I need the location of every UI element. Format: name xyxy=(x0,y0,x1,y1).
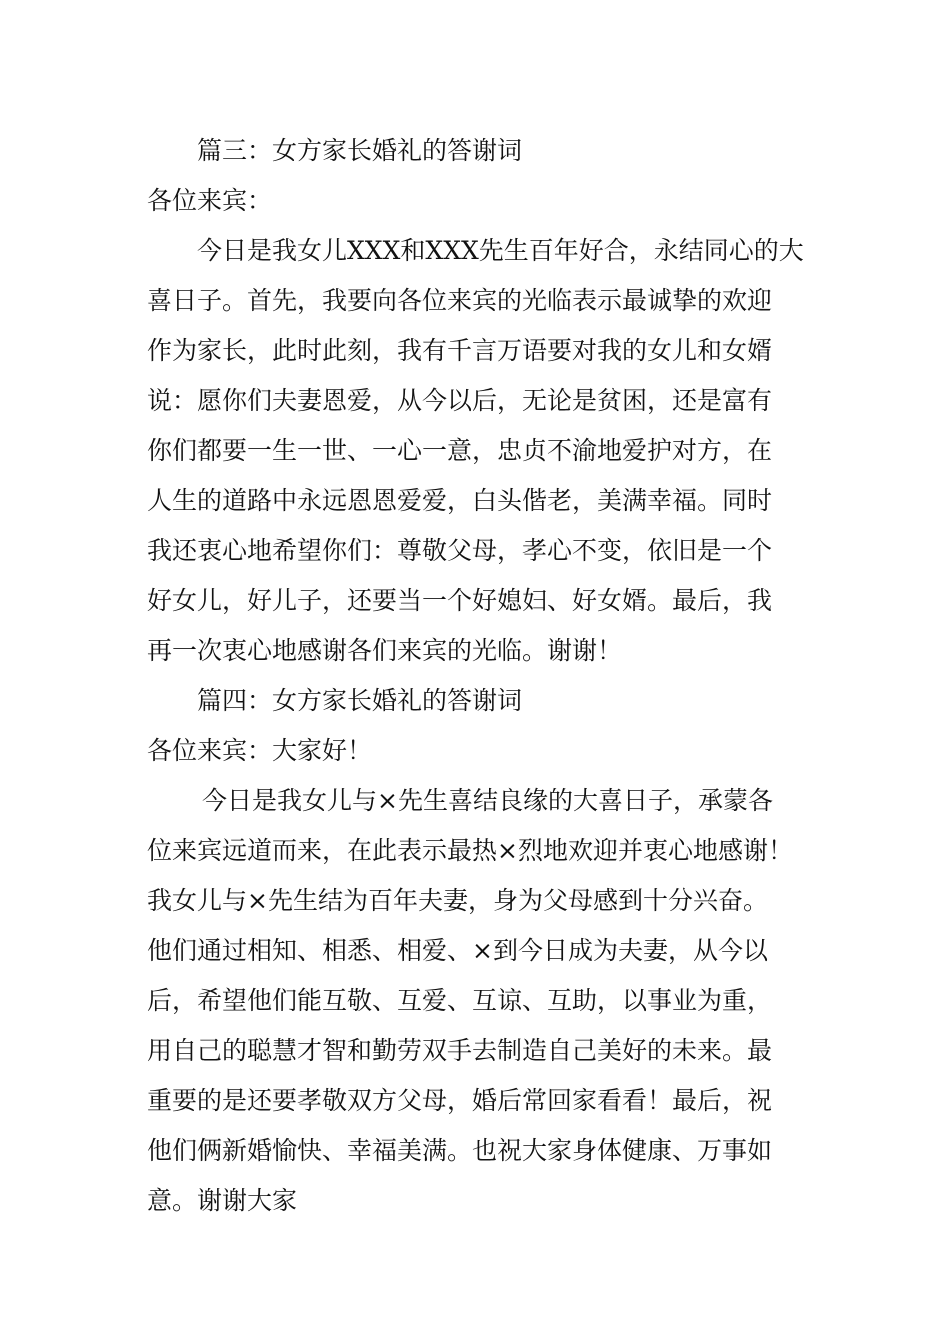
section4-line-2: 位来宾远道而来，在此表示最热×烈地欢迎并衷心地感谢！ xyxy=(147,836,793,865)
section4-line-1: 今日是我女儿与×先生喜结良缘的大喜日子，承蒙各 xyxy=(202,786,773,815)
section3-line-9: 再一次衷心地感谢各们来宾的光临。谢谢！ xyxy=(147,636,623,665)
section4-line-7: 重要的是还要孝敬双方父母，婚后常回家看看！最后，祝 xyxy=(147,1086,773,1115)
section4-line-9: 意。谢谢大家 xyxy=(147,1186,298,1215)
section3-line-2: 喜日子。首先，我要向各位来宾的光临表示最诚挚的欢迎 xyxy=(147,286,773,315)
section4-line-6: 用自己的聪慧才智和勤劳双手去制造自己美好的未来。最 xyxy=(147,1036,773,1065)
section4-title: 篇四：女方家长婚礼的答谢词 xyxy=(197,686,523,715)
section3-line-5: 你们都要一生一世、一心一意，忠贞不渝地爱护对方，在 xyxy=(147,436,773,465)
section3-line-6: 人生的道路中永远恩恩爱爱，白头偕老，美满幸福。同时 xyxy=(147,486,773,515)
section3-line-8: 好女儿，好儿子，还要当一个好媳妇、好女婿。最后，我 xyxy=(147,586,773,615)
section4-line-4: 他们通过相知、相悉、相爱、×到今日成为夫妻，从今以 xyxy=(147,936,768,965)
section4-line-5: 后，希望他们能互敬、互爱、互谅、互助，以事业为重， xyxy=(147,986,773,1015)
section4-greeting: 各位来宾：大家好！ xyxy=(147,736,373,765)
section3-line-4: 说：愿你们夫妻恩爱，从今以后，无论是贫困，还是富有 xyxy=(147,386,773,415)
section3-line-3: 作为家长，此时此刻，我有千言万语要对我的女儿和女婿 xyxy=(147,336,773,365)
section3-line-7: 我还衷心地希望你们：尊敬父母，孝心不变，依旧是一个 xyxy=(147,536,773,565)
section3-title: 篇三：女方家长婚礼的答谢词 xyxy=(197,136,523,165)
section3-greeting: 各位来宾： xyxy=(147,186,273,215)
section3-line-1: 今日是我女儿XXX和XXX先生百年好合，永结同心的大 xyxy=(197,236,804,265)
section4-line-3: 我女儿与×先生结为百年夫妻，身为父母感到十分兴奋。 xyxy=(147,886,768,915)
section4-line-8: 他们俩新婚愉快、幸福美满。也祝大家身体健康、万事如 xyxy=(147,1136,773,1165)
